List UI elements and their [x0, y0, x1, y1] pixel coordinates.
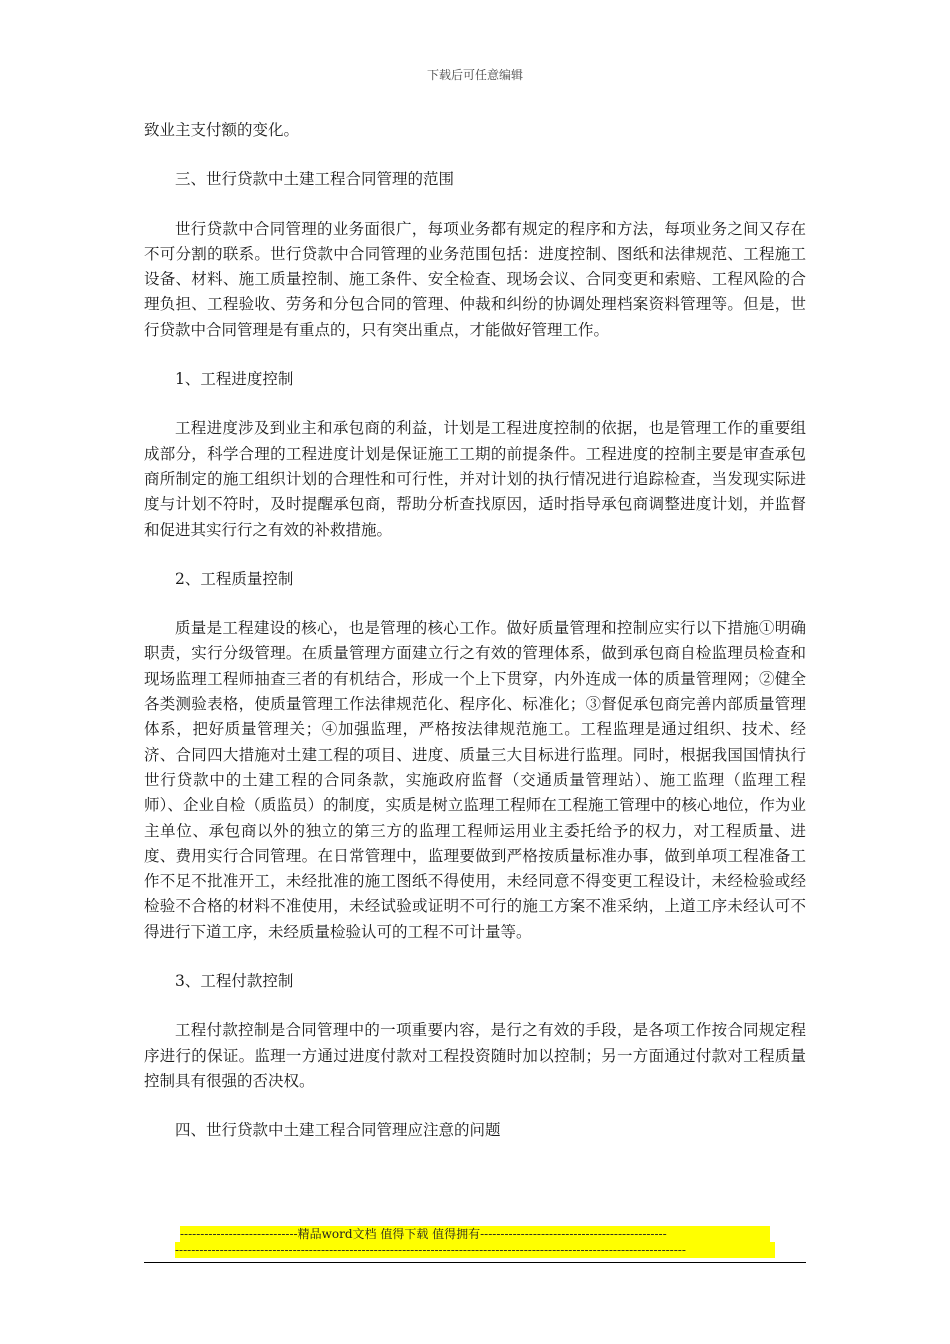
- subheading-progress-control: 1、工程进度控制: [175, 370, 294, 389]
- paragraph-quality-control: 质量是工程建设的核心，也是管理的核心工作。做好质量管理和控制应实行以下措施①明确职责，实行分级管理。在质量管理方面建立行之有效的管理体系，做到承包商自检监理员检查和现场监理工程师抽查三者的有机结合，形成一个上下贯穿，内外连成一体的质量管理网；②健全各类测验表格，使质量管理工作法律规范化、程序化、标准化；③督促承包商完善内部质量管理体系，把好质量管理关；④加强监理，严格按法律规范施工。工程监理是通过组织、技术、经济、合同四大措施对土建工程的项目、进度、质量三大目标进行监理。同时，根据我国国情执行世行贷款中的土建工程的合同条款，实施政府监督（交通质量管理站）、施工监理（监理工程师）、企业自检（质监员）的制度，实质是树立监理工程师在工程施工管理中的核心地位，作为业主单位、承包商以外的独立的第三方的监理工程师运用业主委托给予的权力，对工程质量、进度、费用实行合同管理。在日常管理中，监理要做到严格按质量标准办事，做到单项工程准备工作不足不批准开工，未经批准的施工图纸不得使用，未经同意不得变更工程设计，未经检验或经检验不合格的材料不准使用，未经试验或证明不可行的施工方案不准采纳，上道工序未经认可不得进行下道工序，未经质量检验认可的工程不可计量等。: [144, 619, 806, 941]
- page-header: 下载后可任意编辑: [426, 68, 523, 82]
- paragraph-scope: 世行贷款中合同管理的业务面很广，每项业务都有规定的程序和方法，每项业务之间又存在不可分割的联系。世行贷款中合同管理的业务范围包括：进度控制、图纸和法律规范、工程施工设备、材料、施工质量控制、施工条件、安全检查、现场会议、合同变更和索赔、工程风险的合理负担、工程验收、劳务和分包合同的管理、仲裁和纠纷的协调处理档案资料管理等。但是，世行贷款中合同管理是有重点的，只有突出重点，才能做好管理工作。: [144, 219, 806, 339]
- paragraph-payment-control: 工程付款控制是合同管理中的一项重要内容，是行之有效的手段，是各项工作按合同规定程序进行的保证。监理一方通过进度付款对工程投资随时加以控制；另一方面通过付款对工程质量控制具有很强的否决权。: [144, 1021, 806, 1090]
- paragraph-progress-control: 工程进度涉及到业主和承包商的利益，计划是工程进度控制的依据，也是管理工作的重要组成部分，科学合理的工程进度计划是保证施工工期的前提条件。工程进度的控制主要是审查承包商所制定的施工组织计划的合理性和可行性，并对计划的执行情况进行追踪检查，当发现实际进度与计划不符时，及时提醒承包商，帮助分析查找原因，适时指导承包商调整进度计划，并监督和促进其实行行之有效的补救措施。: [144, 419, 806, 539]
- footer-banner-line2: ------------------------------------------------------------------------------------------------------------------------------: [175, 1242, 775, 1258]
- section-heading-3: 三、世行贷款中土建工程合同管理的范围: [175, 170, 455, 189]
- footer-banner-line1: -----------------------------精品word文档 值得下载 值得拥有----------------------------------------------: [180, 1226, 770, 1242]
- section-heading-4: 四、世行贷款中土建工程合同管理应注意的问题: [175, 1121, 501, 1140]
- page-footer: [144, 1226, 806, 1263]
- document-body: [144, 118, 806, 1144]
- subheading-payment-control: 3、工程付款控制: [175, 972, 294, 991]
- subheading-quality-control: 2、工程质量控制: [175, 569, 294, 588]
- footer-divider: [144, 1262, 806, 1263]
- paragraph-continuation: 致业主支付额的变化。: [144, 121, 300, 139]
